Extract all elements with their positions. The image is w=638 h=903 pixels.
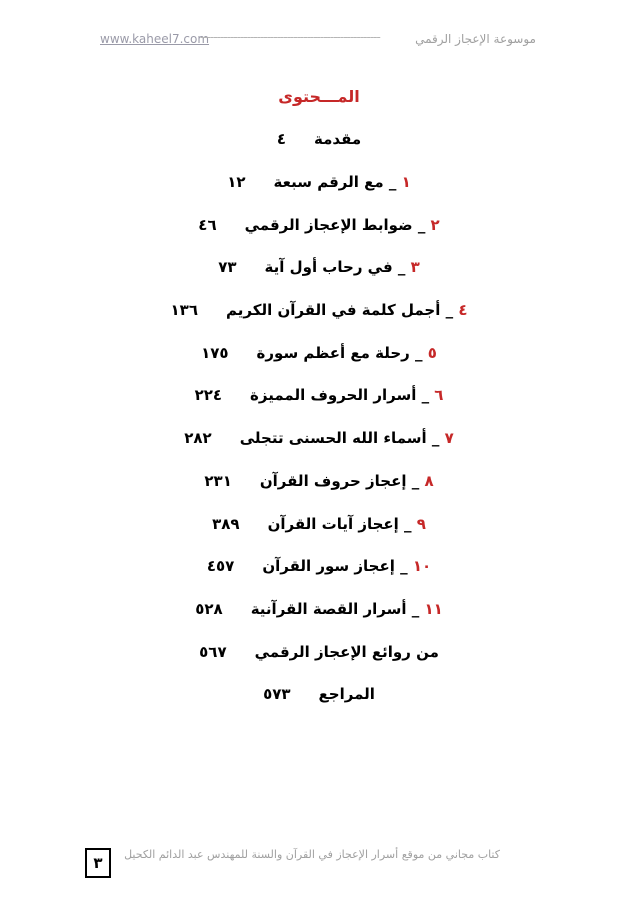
toc-entry-title: أجمل كلمة في القرآن الكريم [226, 301, 441, 320]
toc-entry[interactable] [0, 331, 638, 374]
toc-entry-title: في رحاب أول آية [264, 258, 393, 277]
page-header [100, 30, 536, 48]
toc-entry-title: من روائع الإعجاز الرقمي [254, 642, 439, 661]
toc-entry-title: إعجاز آيات القرآن [267, 514, 399, 533]
toc-entry-label [314, 130, 361, 148]
toc-entry-title: أسرار القصة القرآنية [250, 599, 407, 618]
toc-entry-title: مع الرقم سبعة [273, 173, 384, 192]
encyclopedia-title: موسوعة الإعجاز الرقمي [415, 32, 536, 46]
toc-entry-page: ٥٦٧ [199, 642, 227, 661]
toc-entry-title: إعجاز سور القرآن [262, 557, 395, 576]
toc-entry[interactable] [0, 118, 638, 161]
toc-entry-number: ٢ [430, 215, 440, 234]
toc-entry-title: أسرار الحروف المميزة [250, 386, 417, 405]
toc-entry-label: ١١ _ أسرار القصة القرآنية [250, 599, 443, 618]
toc-entry-label: ٥ _ رحلة مع أعظم سورة [256, 343, 437, 362]
toc-entry-number: ٥ [427, 343, 437, 362]
toc-entry[interactable] [0, 502, 638, 545]
toc-entry-page: ٣٨٩ [212, 514, 240, 533]
toc-entry-label: ١ _ مع الرقم سبعة [273, 173, 411, 192]
toc-entry-page: ٤٥٧ [206, 557, 235, 576]
toc-entry-label: ١٠ _ إعجاز سور القرآن [262, 557, 432, 576]
toc-entry-number: ٤ [458, 301, 468, 320]
toc-entry-number: ١ [401, 173, 411, 192]
toc-entry-label: ٣ _ في رحاب أول آية [264, 258, 420, 277]
toc-entry[interactable] [0, 374, 638, 417]
toc-entry-title: المراجع [318, 685, 375, 704]
toc-entry[interactable] [0, 673, 638, 716]
page-number: ٣ [93, 854, 103, 872]
toc-entry-number: ٧ [444, 429, 454, 448]
toc-entry[interactable] [0, 460, 638, 503]
toc-entry-title: مقدمة [314, 130, 362, 149]
toc-entry-label: ٤ _ أجمل كلمة في القرآن الكريم [226, 301, 468, 320]
toc-entry[interactable] [0, 161, 638, 204]
toc-entry[interactable] [0, 289, 638, 332]
toc-entry-label [255, 643, 439, 661]
toc-entry-page: ٢٨٢ [184, 429, 212, 448]
toc-entry-page: ٥٢٨ [195, 599, 223, 618]
toc-entry-page: ٥٧٣ [263, 685, 291, 704]
toc-entry-label: ٦ _ أسرار الحروف المميزة [250, 386, 444, 405]
toc-entry[interactable] [0, 203, 638, 246]
toc-entry-title: إعجاز حروف القرآن [259, 471, 407, 490]
toc-entry-number: ٩ [416, 514, 426, 533]
toc-entry-title: ضوابط الإعجاز الرقمي [244, 215, 413, 234]
toc-entry[interactable] [0, 545, 638, 588]
toc-entry[interactable] [0, 588, 638, 631]
header-divider: ------------------------------------------------------ [200, 30, 380, 44]
toc-entry-number: ٦ [434, 386, 444, 405]
page-number-box [85, 848, 111, 878]
toc-entry-number: ١٠ [412, 557, 432, 576]
toc-entry-page: ١٢ [227, 173, 246, 192]
toc-entry-label [319, 685, 375, 703]
toc-entry-page: ٤ [276, 130, 287, 149]
toc-entry-title: أسماء الله الحسنى تتجلى [239, 429, 427, 448]
toc-entry[interactable] [0, 246, 638, 289]
toc-entry-label: ٢ _ ضوابط الإعجاز الرقمي [244, 215, 440, 234]
toc-entry-label: ٩ _ إعجاز آيات القرآن [267, 514, 426, 533]
toc-entry-page: ١٣٦ [170, 301, 198, 320]
table-of-contents [0, 118, 638, 716]
toc-entry[interactable] [0, 417, 638, 460]
toc-entry-title: رحلة مع أعظم سورة [256, 343, 410, 362]
toc-entry[interactable] [0, 630, 638, 673]
toc-entry-page: ٤٦ [198, 215, 217, 234]
site-url-link[interactable]: www.kaheel7.com [100, 32, 210, 46]
toc-entry-label: ٧ _ أسماء الله الحسنى تتجلى [239, 429, 454, 448]
toc-entry-page: ٢٢٤ [194, 386, 223, 405]
toc-entry-page: ١٧٥ [201, 343, 229, 362]
toc-entry-number: ١١ [424, 599, 443, 618]
toc-heading: المـــحتوى [278, 87, 360, 106]
toc-entry-label: ٨ _ إعجاز حروف القرآن [259, 471, 434, 490]
footer-note: كتاب مجاني من موقع أسرار الإعجاز في القرآن والسنة للمهندس عبد الدائم الكحيل [124, 848, 500, 861]
toc-entry-number: ٣ [410, 258, 420, 277]
toc-entry-number: ٨ [424, 471, 434, 490]
toc-entry-page: ٢٣١ [204, 471, 232, 490]
toc-entry-page: ٧٣ [218, 258, 237, 277]
